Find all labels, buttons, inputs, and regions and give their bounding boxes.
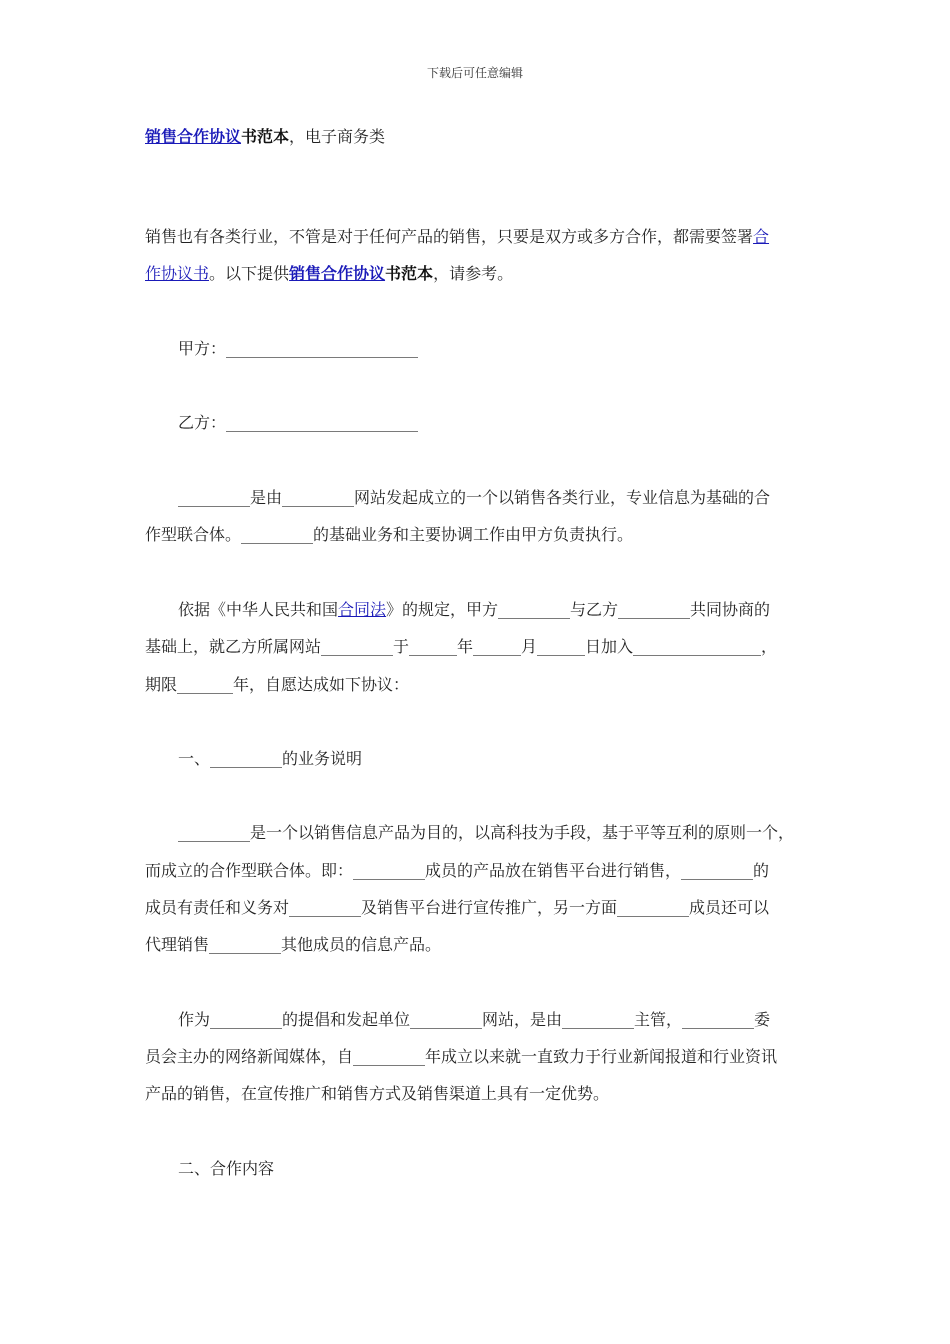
paragraph-4-line-1: 作为_________的提倡和发起单位_________网站，是由_________主管，_________委 <box>178 1010 771 1029</box>
title-bold: 书范本 <box>241 127 290 146</box>
intro-line-1 <box>145 227 769 247</box>
paragraph-1-line-1: _________是由_________网站发起成立的一个以销售各类行业，专业信息为基础的合 <box>178 488 771 507</box>
paragraph-3-line-1: _________是一个以销售信息产品为目的，以高科技为手段，基于平等互利的原则一个， <box>178 823 795 842</box>
p2-text-a: 依据《中华人民共和国 <box>178 600 339 619</box>
intro-bold: 书范本 <box>385 264 434 283</box>
paragraph-3-line-2: 而成立的合作型联合体。即：_________成员的产品放在销售平台进行销售，_________的 <box>145 861 770 880</box>
section-1-heading: 一、_________的业务说明 <box>178 749 363 768</box>
paragraph-4-line-3: 产品的销售，在宣传推广和销售方式及销售渠道上具有一定优势。 <box>145 1084 610 1103</box>
sales-agreement-link[interactable]: 销售合作协议 <box>289 264 386 283</box>
title-link[interactable]: 销售合作协议 <box>145 127 242 146</box>
contract-link-start[interactable]: 合 <box>753 227 770 246</box>
intro-text: 销售也有各类行业，不管是对于任何产品的销售，只要是双方或多方合作，都需要签署 <box>145 227 754 246</box>
contract-link-end[interactable]: 作协议书 <box>145 264 210 283</box>
contract-law-link[interactable]: 合同法 <box>338 600 387 619</box>
intro-end: ，请参考。 <box>433 264 514 283</box>
paragraph-2-line-1 <box>178 600 770 620</box>
p2-text-b: 》的规定，甲方_________与乙方_________共同协商的 <box>386 600 771 619</box>
paragraph-2-line-2: 基础上，就乙方所属网站_________于______年______月______日加入________________， <box>145 637 778 656</box>
paragraph-3-line-4: 代理销售_________其他成员的信息产品。 <box>145 935 442 954</box>
party-a-line: 甲方：________________________ <box>178 339 419 358</box>
party-b-line: 乙方：________________________ <box>178 413 419 432</box>
paragraph-3-line-3: 成员有责任和义务对_________及销售平台进行宣传推广，另一方面_________成员还可以 <box>145 898 770 917</box>
paragraph-2-line-3: 期限_______年，自愿达成如下协议： <box>145 675 410 694</box>
title-rest: ，电子商务类 <box>289 127 386 146</box>
document-title <box>145 127 385 147</box>
intro-line-2 <box>145 264 513 284</box>
page-header-note: 下载后可任意编辑 <box>426 66 523 80</box>
paragraph-4-line-2: 员会主办的网络新闻媒体，自_________年成立以来就一直致力于行业新闻报道和行业资讯 <box>145 1047 778 1066</box>
intro-text-2: 。以下提供 <box>209 264 290 283</box>
paragraph-1-line-2: 作型联合体。_________的基础业务和主要协调工作由甲方负责执行。 <box>145 525 634 544</box>
section-2-heading: 二、合作内容 <box>178 1159 275 1178</box>
